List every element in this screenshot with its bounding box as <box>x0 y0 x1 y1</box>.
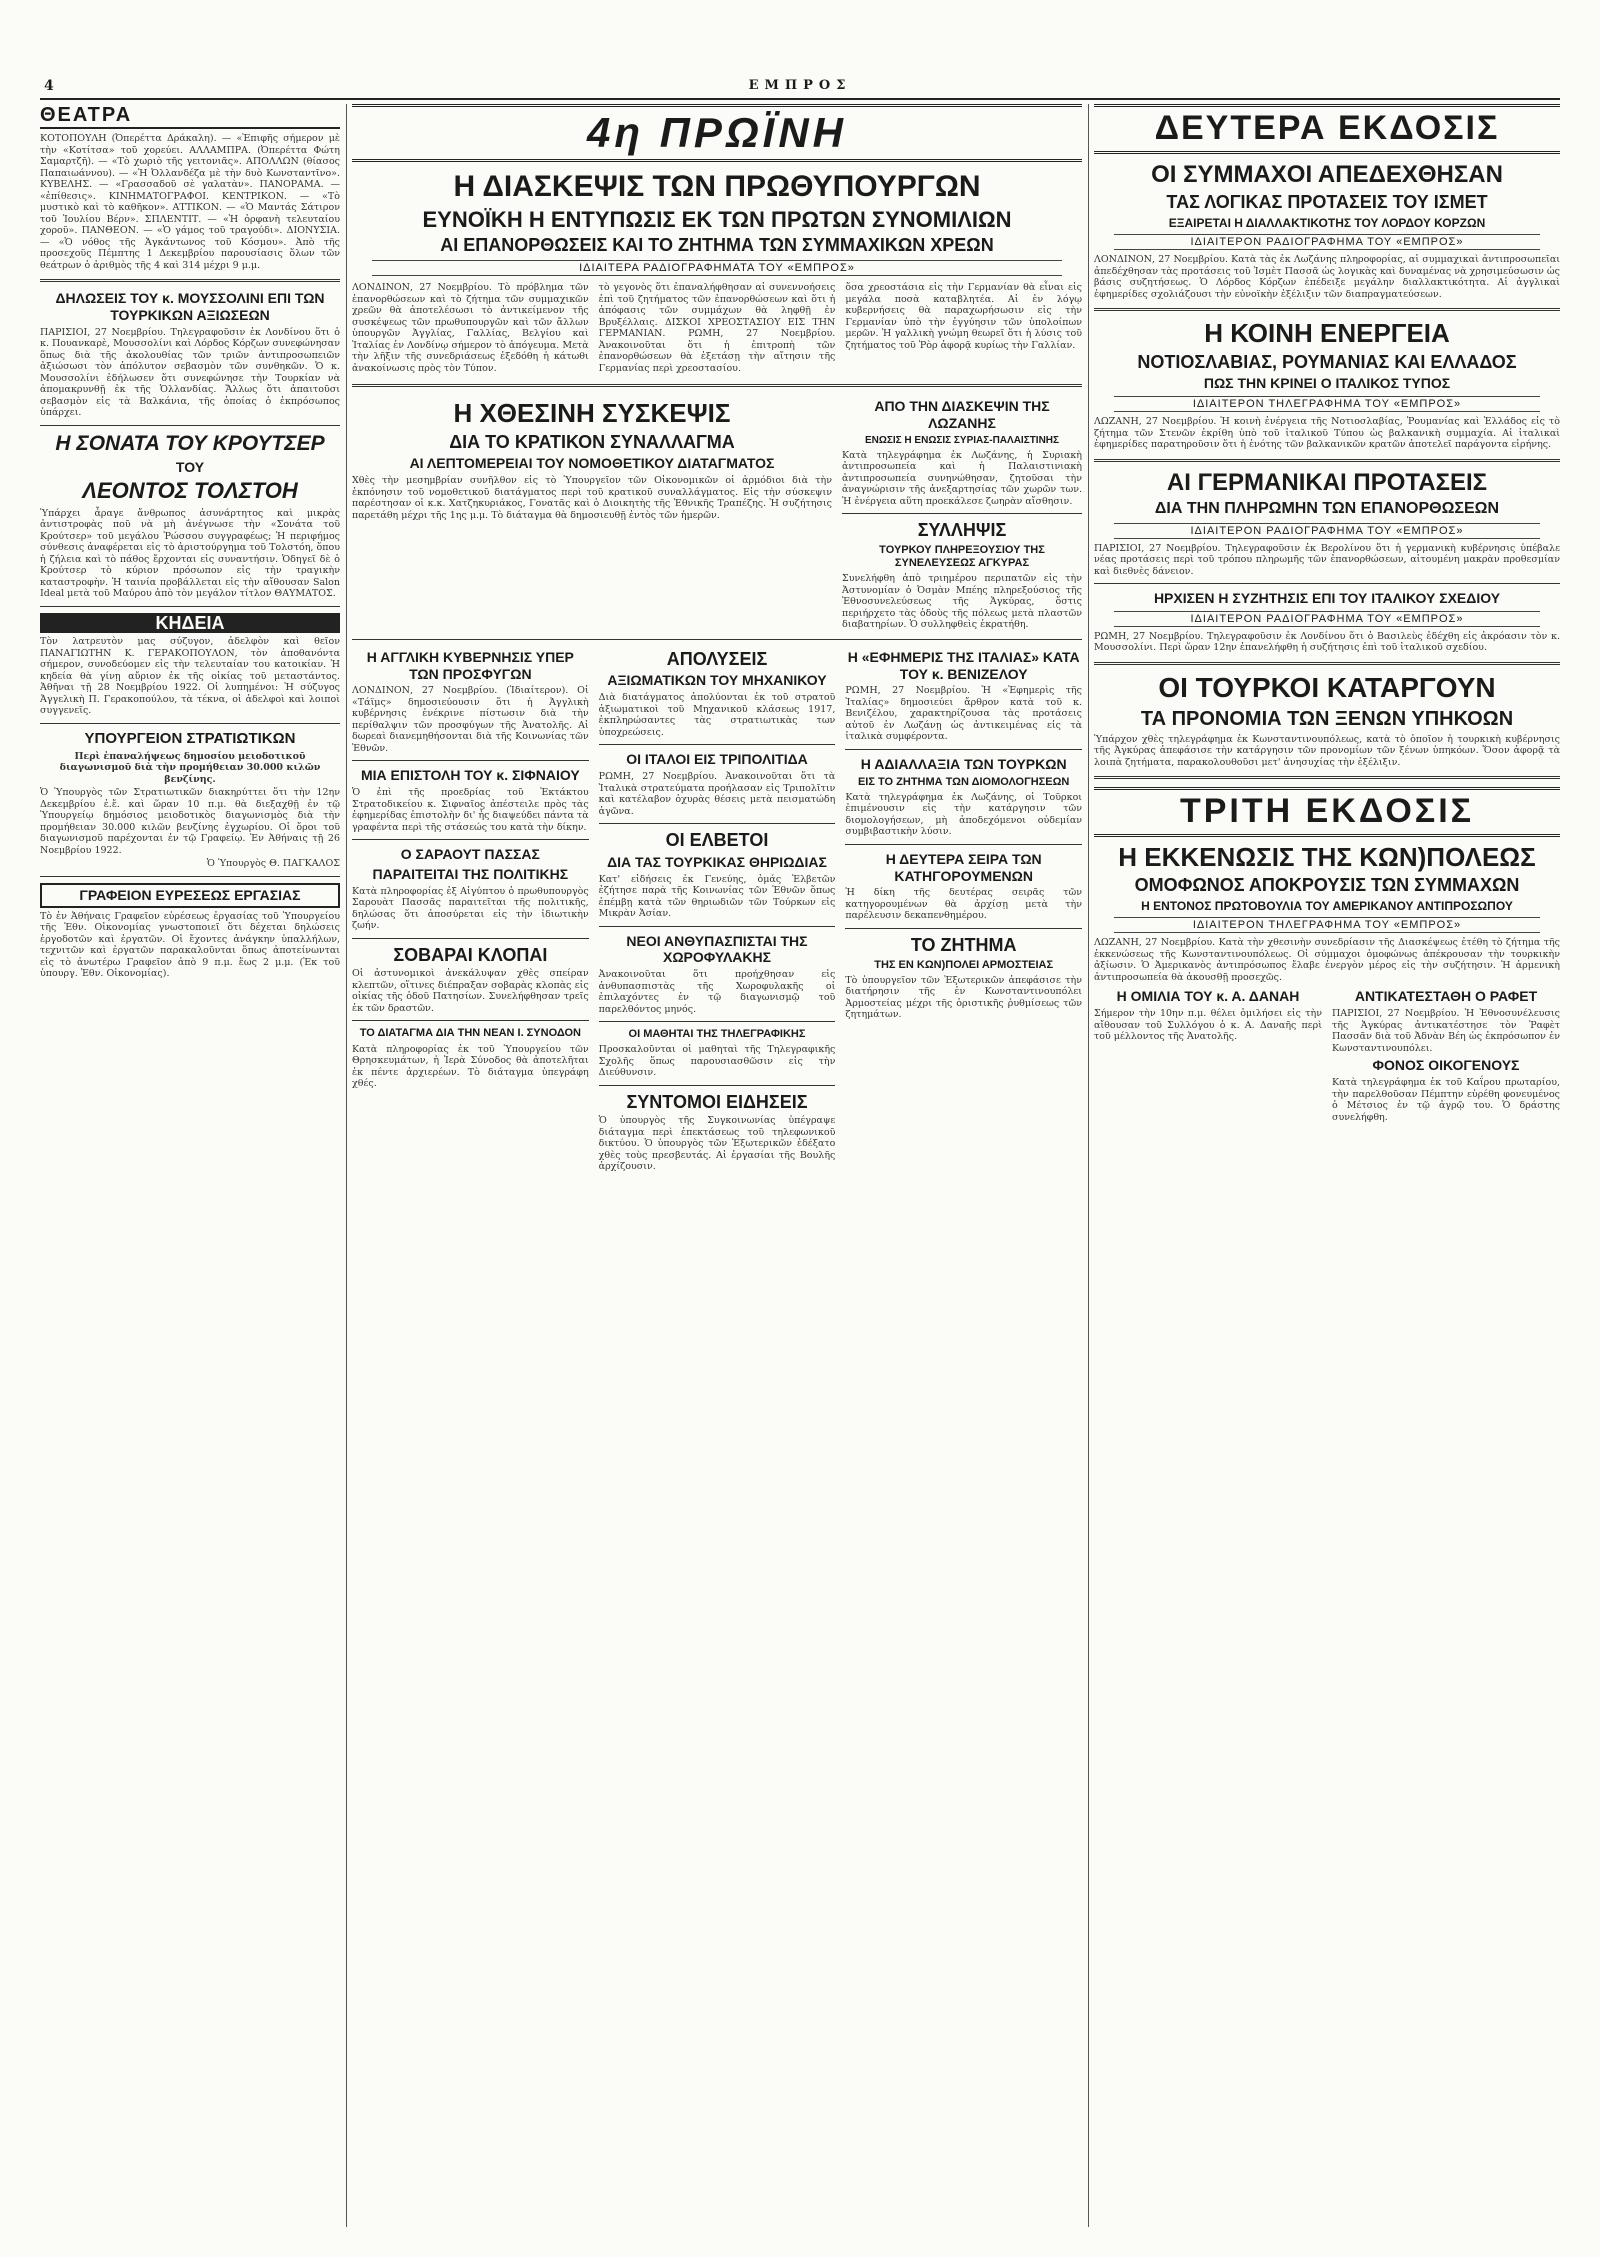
raft-headline: ΑΝΤΙΚΑΤΕΣΤΑΘΗ Ο ΡΑΦΕΤ <box>1354 988 1538 1005</box>
turks-headline: ΟΙ ΤΟΥΡΚΟΙ ΚΑΤΑΡΓΟΥΝ <box>1158 671 1496 703</box>
page-number: 4 <box>44 78 54 94</box>
german-subheadline: ΔΙΑ ΤΗΝ ΠΛΗΡΩΜΗΝ ΤΩΝ ΕΠΑΝΟΡΘΩΣΕΩΝ <box>1154 500 1500 518</box>
allies-text: ΛΟΝΔΙΝΟΝ, 27 Νοεμβρίου. Κατὰ τὰς ἐκ Λωζάνης πληροφορίας, αἱ συμμαχικαὶ ἀντιπροσωπεῖαι ἀπεδέχθησαν τὰς προτάσεις τοῦ Ἰσμὲτ Πασσᾶ ὡς λογικὰς καὶ δυναμένας νὰ χρησιμεύσωσιν ὡς βάσις συζητήσεως. Ὁ Λόρδος Κόρζων ἐπέδειξε μεγάλην διαλλακτικότητα. Αἱ ἀγγλικαὶ ἐφημερίδες σχολιάζουσι τὴν εὐνοϊκὴν ἐξέλιξιν τῶν διαπραγματεύσεων. <box>1094 254 1560 300</box>
common-subheadline: ΝΟΤΙΟΣΛΑΒΙΑΣ, ΡΟΥΜΑΝΙΑΣ ΚΑΙ ΕΛΛΑΔΟΣ <box>1137 351 1517 372</box>
italy-react-headline: Η «ΕΦΗΜΕΡΙΣ ΤΗΣ ΙΤΑΛΙΑΣ» ΚΑΤΑ ΤΟΥ κ. ΒΕΝΙΖΕΛΟΥ <box>847 648 1080 682</box>
divider <box>1094 776 1560 779</box>
theatre-listings: ΚΟΤΟΠΟΥΛΗ (Ὀπερέττα Δράκαλη). — «Ἐπιφῆς σήμερον μὲ τὴν «Κοτίτσα» τοῦ χορεύει. ΑΛΛΑΜΠΡΑ. (Ὀπερέττα Φώτη Σαμαρτζῆ). — «Τὸ χωριὸ τῆς γειτονιᾶς». ΑΠΟΛΛΩΝ (θίασος Παπαιωάννου). — «Ἡ Ὀλλανδέζα μὲ τὴν δυὸ Κωνσταντῖνο». ΚΥΒΕΛΗΣ. — «Γρασσαδοῦ σὲ γαλατὰν». ΠΑΝΟΡΑΜΑ. — «ἐπίθεσις». ΚΙΝΗΜΑΤΟΓΡΑΦΟΙ. ΚΕΝΤΡΙΚΟΝ. — «Τὸ μυστικὸ καὶ τὸ καθῆκον». ΑΤΤΙΚΟΝ. — «Ὁ Μαντάς Σάτιρον τοῦ Ἰουλίου Βέρν». ΣΠΛΕΝΤΙΤ. — «Ἡ ὀρφανὴ τελευταίου χοροῦ». ΠΑΝΘΕΟΝ. — «Ὁ γάμος τοῦ τραγούδι». ΔΙΟΝΥΣΙΑ. — «Ὁ νόθος τῆς Ἀγκάντωνος τοῦ Κόσμου». Ἀπὸ τῆς προσεχοῦς Πέμπτης 1 Δεκεμβρίου παρουσίασις ὅλων τῶν θεάτρων ὁ ἀριθμὸς τῆς 4 καὶ 314 μέχρι 9 μ.μ. <box>40 133 340 271</box>
divider <box>599 1021 836 1022</box>
divider <box>845 844 1082 845</box>
kideia-title: ΚΗΔΕΙΑ <box>40 613 340 634</box>
raft-text: ΠΑΡΙΣΙΟΙ, 27 Νοεμβρίου. Ἡ Ἐθνοσυνέλευσις τῆς Ἀγκύρας ἀντικατέστησε τὸν Ῥαφὲτ Πασσᾶν διὰ τοῦ Ἀδνὰν Βέη ὡς ἐκπρόσωπον ἐν Κωνσταντινουπόλει. <box>1332 1008 1560 1054</box>
allies-subheadline: ΤΑΣ ΛΟΓΙΚΑΣ ΠΡΟΤΑΣΕΙΣ ΤΟΥ ΙΣΜΕΤ <box>1166 192 1488 213</box>
divider <box>352 639 1082 640</box>
ministry-subtitle: Περὶ ἐπαναλήψεως δημοσίου μειοδοτικοῦ διαγωνισμοῦ διὰ τὴν προμήθειαν 30.000 κιλῶν βενζίνης. <box>59 750 321 785</box>
column-right <box>1094 104 1560 2227</box>
allies-headline: ΟΙ ΣΥΜΜΑΧΟΙ ΑΠΕΔΕΧΘΗΣΑΝ <box>1151 160 1503 188</box>
repr-headline: Η ΑΔΙΑΛΛΑΞΙΑ ΤΩΝ ΤΟΥΡΚΩΝ <box>860 755 1067 772</box>
divider <box>845 749 1082 750</box>
divider <box>352 839 589 840</box>
divider <box>1094 459 1560 462</box>
evac-subheadline: ΟΜΟΦΩΝΟΣ ΑΠΟΚΡΟΥΣΙΣ ΤΩΝ ΣΥΜΜΑΧΩΝ <box>1134 875 1520 896</box>
divider <box>842 513 1082 514</box>
meeting-text: Χθὲς τὴν μεσημβρίαν συνῆλθον εἰς τὸ Ὑπουργεῖον τῶν Οἰκονομικῶν οἱ ἁρμόδιοι διὰ τὴν ἐκπόνησιν τοῦ νομοθετικοῦ διατάγματος περὶ τοῦ κρατικοῦ συναλλάγματος. Εἰς τὴν σύσκεψιν παρέστησαν οἱ κ.κ. Χατζηκυριάκος, Γονατᾶς καὶ ὁ Διοικητὴς τῆς Ἐθνικῆς Τραπέζης. Ἡ συζήτησις παρετάθη μέχρι τῆς 1ης μ.μ. Τὸ διάταγμα θὰ δημοσιευθῇ ἐντὸς τῶν ἡμερῶν. <box>352 475 832 521</box>
italian-plan-headline: ΗΡΧΙΣΕΝ Η ΣΥΖΗΤΗΣΙΣ ΕΠΙ ΤΟΥ ΙΤΑΛΙΚΟΥ ΣΧΕΔΙΟΥ <box>1153 590 1501 607</box>
divider <box>40 279 340 282</box>
main-story <box>352 280 1082 376</box>
divider <box>599 1085 836 1086</box>
arrest-text: Συνελήφθη ἀπὸ τριημέρου περιπατῶν εἰς τὴν Ἀστυνομίαν ὁ Ὀσμὰν Μπέης πληρεξούσιος τῆς Ἐθνοσυνελεύσεως τῆς Ἀγκύρας, ὅστις περιήρχετο τὰς ὁδοὺς τῆς πόλεως μετὰ πλαστῶν διαβατηρίων. Ὁ συλληφθεὶς ἐκρατήθη. <box>842 573 1082 631</box>
divider <box>40 723 340 724</box>
divider <box>845 928 1082 929</box>
pasha-subheadline: ΠΑΡΑΙΤΕΙΤΑΙ ΤΗΣ ΠΟΛΙΤΙΚΗΣ <box>372 865 569 882</box>
common-subheadline-2: ΠΩΣ ΤΗΝ ΚΡΙΝΕΙ Ο ΙΤΑΛΙΚΟΣ ΤΥΠΟΣ <box>1203 375 1451 392</box>
repr-text: Κατὰ τηλεγράφημα ἐκ Λωζάνης, οἱ Τοῦρκοι ἐπιμένουσιν εἰς τὴν κατάργησιν τῶν διομολογήσεων, μὴ ἀποδεχόμενοι οὐδεμίαν συμβιβαστικὴν λύσιν. <box>845 791 1082 838</box>
meeting-headline: Η ΧΘΕΣΙΝΗ ΣΥΣΚΕΨΙΣ <box>453 398 731 429</box>
murder-headline: ΦΟΝΟΣ ΟΙΚΟΓΕΝΟΥΣ <box>1372 1057 1520 1074</box>
thefts-text: Οἱ ἀστυνομικοὶ ἀνεκάλυψαν χθὲς σπείραν κλεπτῶν, οἵτινες διέπραξαν σοβαρὰς κλοπὰς εἰς οἰκίας τῆς ὁδοῦ Πατησίων. Συνελήφθησαν τρεῖς ἐκ τῶν δραστῶν. <box>352 968 589 1014</box>
main-subheadline: ΕΥΝΟΪΚΗ Η ΕΝΤΥΠΩΣΙΣ ΕΚ ΤΩΝ ΠΡΩΤΩΝ ΣΥΝΟΜΙΛΙΩΝ <box>422 207 1012 233</box>
swiss-subheadline: ΔΙΑ ΤΑΣ ΤΟΥΡΚΙΚΑΣ ΘΗΡΙΩΔΙΑΣ <box>607 853 827 870</box>
turks-subheadline: ΤΑ ΠΡΟΝΟΜΙΑ ΤΩΝ ΞΕΝΩΝ ΥΠΗΚΟΩΝ <box>1140 707 1514 730</box>
allies-tag: ΙΔΙΑΙΤΕΡΟΝ ΡΑΔΙΟΓΡΑΦΗΜΑ ΤΟΥ «ΕΜΠΡΟΣ» <box>1114 234 1540 250</box>
sonata-of: ΤΟΥ <box>175 458 205 475</box>
synod-text: Κατὰ πληροφορίας ἐκ τοῦ Ὑπουργείου τῶν Θρησκευμάτων, ἡ Ἱερὰ Σύνοδος θὰ ἀποτελῆται ἐκ πέντε ἀρχιερέων. Τὸ διάταγμα ὑπεγράφη χθές. <box>352 1043 589 1090</box>
main-headline: Η ΔΙΑΣΚΕΨΙΣ ΤΩΝ ΠΡΩΘΥΠΟΥΡΓΩΝ <box>453 170 981 204</box>
column-left <box>40 104 340 2227</box>
italians-headline: ΟΙ ΙΤΑΛΟΙ ΕΙΣ ΤΡΙΠΟΛΙΤΙΔΑ <box>626 751 808 768</box>
edition-banner-3: ΤΡΙΤΗ ΕΚΔΟΣΙΣ <box>1094 787 1560 837</box>
divider <box>599 823 836 824</box>
common-tag: ΙΔΙΑΙΤΕΡΟΝ ΤΗΛΕΓΡΑΦΗΜΑ ΤΟΥ «ΕΜΠΡΟΣ» <box>1114 396 1540 412</box>
sonata-title: Η ΣΟΝΑΤΑ ΤΟΥ ΚΡΟΥΤΣΕΡ <box>55 431 325 455</box>
evac-subheadline-2: Η ΕΝΤΟΝΟΣ ΠΡΩΤΟΒΟΥΛΙΑ ΤΟΥ ΑΜΕΡΙΚΑΝΟΥ ΑΝΤΙΠΡΟΣΩΠΟΥ <box>1141 899 1513 914</box>
column-divider <box>346 104 347 2227</box>
italy-react-text: ΡΩΜΗ, 27 Νοεμβρίου. Ἡ «Ἐφημερὶς τῆς Ἰταλίας» δημοσιεύει ἄρθρον κατὰ τοῦ κ. Βενιζέλου, χαρακτηρίζουσα τὰς προτάσεις αὐτοῦ ἐν Λωζάνῃ ὡς ἀντικειμένας εἰς τὰ ἰταλικὰ συμφέροντα. <box>845 685 1082 743</box>
divider <box>1094 308 1560 311</box>
divider <box>40 876 340 877</box>
ministry-title: ΥΠΟΥΡΓΕΙΟΝ ΣΤΡΑΤΙΩΤΙΚΩΝ <box>84 729 296 747</box>
thefts-headline: ΣΟΒΑΡΑΙ ΚΛΟΠΑΙ <box>393 944 548 965</box>
divider <box>40 606 340 607</box>
bureau-text: Τὸ ἐν Ἀθήναις Γραφεῖον εὑρέσεως ἐργασίας τοῦ Ὑπουργείου τῆς Ἐθν. Οἰκονομίας γνωστοποιεῖ ὅτι δέχεται δηλώσεις ἐργοδοτῶν καὶ ἐργατῶν. Οἱ ἔχοντες ἀνάγκην ὑπαλλήλων, τεχνιτῶν καὶ ἐργατῶν παρακαλοῦνται ὅπως ἀποτείνωνται εἰς τὸ ἀνωτέρω Γραφεῖον ἀπὸ 9 π.μ. ἕως 2 μ.μ. (Ἐκ τοῦ ὑπουργ. Ἐθν. Οἰκονομίας). <box>40 910 340 980</box>
masthead <box>40 78 1560 100</box>
main-tag: ΙΔΙΑΙΤΕΡΑ ΡΑΔΙΟΓΡΑΦΗΜΑΤΑ ΤΟΥ «ΕΜΠΡΟΣ» <box>372 260 1062 276</box>
common-text: ΛΩΖΑΝΗ, 27 Νοεμβρίου. Ἡ κοινὴ ἐνέργεια τῆς Νοτιοσλαβίας, Ῥουμανίας καὶ Ἑλλάδος εἰς τὸ ζήτημα τῶν Στενῶν ἐκρίθη ὑπὸ τοῦ ἰταλικοῦ Τύπου ὡς βαλκανικὴ συμμαχία. Αἱ ἰταλικαὶ ἐφημερίδες παρατηροῦσιν ὅτι ἡ ἑνότης τῶν βαλκανικῶν κρατῶν ἀποτελεῖ παράγοντα εἰρήνης. <box>1094 416 1560 451</box>
main-text-a: ΛΟΝΔΙΝΟΝ, 27 Νοεμβρίου. Τὸ πρόβλημα τῶν ἐπανορθώσεων καὶ τὸ ζήτημα τῶν συμμαχικῶν χρεῶν θὰ ἀποτελέσωσι τὸ ἀντικείμενον τῆς συσκέψεως τῶν πρωθυπουργῶν καὶ τῶν ἄλλων ὑπουργῶν Ἀγγλίας, Γαλλίας, Βελγίου καὶ Ἰταλίας ἐν Λονδίνῳ σήμερον τὸ ἀπόγευμα. Μετὰ τὴν λῆξιν τῆς συνεδριάσεως ἐξεδόθη ἡ κάτωθι ἀνακοίνωσις πρὸς τὸν Τύπον. <box>352 282 589 374</box>
theatre-title: ΘΕΑΤΡΑ <box>40 104 340 129</box>
italian-plan-tag: ΙΔΙΑΙΤΕΡΟΝ ΡΑΔΙΟΓΡΑΦΗΜΑ ΤΟΥ «ΕΜΠΡΟΣ» <box>1114 611 1540 627</box>
cp-text: Τὸ ὑπουργεῖον τῶν Ἐξωτερικῶν ἀπεφάσισε τὴν διατήρησιν τῆς ἐν Κωνσταντινουπόλει Ἀρμοστείας μέχρι τῆς ὁριστικῆς ῥυθμίσεως τῶν ζητημάτων. <box>845 974 1082 1021</box>
italians-text: ΡΩΜΗ, 27 Νοεμβρίου. Ἀνακοινοῦται ὅτι τὰ Ἰταλικὰ στρατεύματα προήλασαν εἰς Τριπολῖτιν καὶ κατέλαβον ὀχυρὰς θέσεις μετὰ πεισματώδη ἀγῶνα. <box>598 771 836 817</box>
main-text-b: τὸ γεγονὸς ὅτι ἐπαναλήφθησαν αἱ συνεννοήσεις ἐπὶ τοῦ ζητήματος τῶν ἐπανορθώσεων καὶ ὅτι ἡ ἀπόφασις τῶν συμμάχων θὰ ληφθῇ ἐν Βρυξέλλαις. ΔΙΣΚΟΙ ΧΡΕΟΣΤΑΣΙΟΥ ΕΙΣ ΤΗΝ ΓΕΡΜΑΝΙΑΝ. ΡΩΜΗ, 27 Νοεμβρίου. Ἀνακοινοῦται ὅτι ἡ ἐπιτροπὴ τῶν ἐπανορθώσεων θὰ ἐξετάσῃ τὴν αἴτησιν τῆς Γερμανίας περὶ χρεοστασίου. <box>598 282 836 374</box>
divider <box>1094 583 1560 584</box>
mussolini-headline: ΔΗΛΩΣΕΙΣ ΤΟΥ κ. ΜΟΥΣΣΟΛΙΝΙ ΕΠΙ ΤΩΝ ΤΟΥΡΚΙΚΩΝ ΑΞΙΩΣΕΩΝ <box>55 290 325 323</box>
ministry-text: Ὁ Ὑπουργὸς τῶν Στρατιωτικῶν διακηρύττει ὅτι τὴν 12ην Δεκεμβρίου ἐ.ἔ. καὶ ὥραν 10 π.μ. θὰ διεξαχθῇ ἐν τῷ Ὑπουργείῳ δημόσιος μειοδοτικὸς διαγωνισμὸς διὰ τὴν προμήθειαν 30.000 κιλῶν βενζίνης ἐγχωρίου. Οἱ ὅροι τοῦ διαγωνισμοῦ παρέχονται ἐν τῷ Γραφείῳ. Ἐν Ἀθήναις τῇ 26 Νοεμβρίου 1922. <box>40 787 340 856</box>
german-headline: ΑΙ ΓΕΡΜΑΝΙΚΑΙ ΠΡΟΤΑΣΕΙΣ <box>1166 468 1488 496</box>
divider <box>40 425 340 426</box>
bottom-section <box>1094 985 1560 1125</box>
cp-subheadline: ΤΗΣ ΕΝ ΚΩΝ)ΠΟΛΕΙ ΑΡΜΟΣΤΕΙΑΣ <box>874 958 1054 971</box>
arrest-subheadline: ΤΟΥΡΚΟΥ ΠΛΗΡΕΞΟΥΣΙΟΥ ΤΗΣ ΣΥΝΕΛΕΥΣΕΩΣ ΑΓΚΥΡΑΣ <box>879 543 1045 570</box>
dismissals-text: Διὰ διατάγματος ἀπολύονται ἐκ τοῦ στρατοῦ ἀξιωματικοὶ τοῦ Μηχανικοῦ κλάσεως 1917, ἐκπληρώσαντες τὰς στρατιωτικὰς των ὑποχρεώσεις. <box>598 692 836 738</box>
german-text: ΠΑΡΙΣΙΟΙ, 27 Νοεμβρίου. Τηλεγραφοῦσιν ἐκ Βερολίνου ὅτι ἡ γερμανικὴ κυβέρνησις ὑπέβαλε νέας προτάσεις περὶ τοῦ τρόπου πληρωμῆς τῶν ἐπανορθώσεων, αἰτουμένη μακρὰν προθεσμίαν καὶ διεθνὲς δάνειον. <box>1094 542 1560 577</box>
main-subheadline-2: ΑΙ ΕΠΑΝΟΡΘΩΣΕΙΣ ΚΑΙ ΤΟ ΖΗΤΗΜΑ ΤΩΝ ΣΥΜΜΑΧΙΚΩΝ ΧΡΕΩΝ <box>440 235 994 256</box>
divider <box>352 384 1082 387</box>
divider <box>352 1020 589 1021</box>
edition-banner-2: ΔΕΥΤΕΡΑ ΕΚΔΟΣΙΣ <box>1094 104 1560 154</box>
divider <box>599 926 836 927</box>
meeting-subheadline: ΔΙΑ ΤΟ ΚΡΑΤΙΚΟΝ ΣΥΝΑΛΛΑΓΜΑ <box>449 431 735 452</box>
mid-section <box>352 395 1082 633</box>
kideia-text: Τὸν λατρευτὸν μας σύζυγον, ἀδελφὸν καὶ θεῖον ΠΑΝΑΓΙΩΤΗΝ Κ. ΓΕΡΑΚΟΠΟΥΛΟΝ, τὸν ἀποθανόντα σήμερον, συνοδεύομεν εἰς τὴν τελευταίαν του κατοικίαν. Ἡ κηδεία θὰ γίνῃ αὔριον ἐκ τῆς οἰκίας τοῦ μεταστάντος. Ἀθῆναι τῇ 28 Νοεμβρίου 1922. Οἱ λυπημένοι: Ἡ σύζυγος Ἀγγελικὴ Π. Γερακοπούλου, τὰ τέκνα, οἱ ἀδελφοὶ καὶ λοιποὶ συγγενεῖς. <box>40 636 340 717</box>
divider <box>599 744 836 745</box>
allies-subheadline-2: ΕΞΑΙΡΕΤΑΙ Η ΔΙΑΛΛΑΚΤΙΚΟΤΗΣ ΤΟΥ ΛΟΡΔΟΥ ΚΟΡΖΩΝ <box>1168 215 1486 230</box>
repr-subheadline: ΕΙΣ ΤΟ ΖΗΤΗΜΑ ΤΩΝ ΔΙΟΜΟΛΟΓΗΣΕΩΝ <box>857 775 1070 788</box>
danai-headline: Η ΟΜΙΛΙΑ ΤΟΥ κ. Α. ΔΑΝΑΗ <box>1116 988 1300 1005</box>
column-divider <box>1088 104 1089 2227</box>
swiss-headline: ΟΙ ΕΛΒΕΤΟΙ <box>665 830 769 851</box>
arrest-headline: ΣΥΛΛΗΨΙΣ <box>917 520 1007 541</box>
pasha-text: Κατὰ πληροφορίας ἐξ Αἰγύπτου ὁ πρωθυπουργὸς Σαρουὰτ Πασσᾶς παραιτεῖται τῆς πολιτικῆς, δηλώσας ὅτι ἀποσύρεται εἰς τὴν ἰδιωτικὴν ζωήν. <box>352 885 589 932</box>
lausanne-text: Κατὰ τηλεγράφημα ἐκ Λωζάνης, ἡ Συριακὴ ἀντιπροσωπεία καὶ ἡ Παλαιστινιακὴ ἀντιπροσωπεία συνηνώθησαν, ζητοῦσαι τὴν ἀναγνώρισιν τῆς ἀνεξαρτησίας τῶν χωρῶν των. Ἡ ἐνέργεια αὕτη προεκάλεσε ζωηρὰν αἴσθησιν. <box>842 449 1082 507</box>
refugee-text: ΛΟΝΔΙΝΟΝ, 27 Νοεμβρίου. (Ἰδιαίτερον). Οἱ «Τάϊμς» δημοσιεύουσιν ὅτι ἡ Ἀγγλικὴ κυβέρνησις ἐνέκρινε πίστωσιν διὰ τὴν περίθαλψιν τῶν προσφύγων τῆς Ἀνατολῆς. Αἱ δωρεαὶ διανεμηθήσονται διὰ τῆς Κοινωνίας τῶν Ἐθνῶν. <box>352 685 589 754</box>
cp-headline: ΤΟ ΖΗΤΗΜΑ <box>910 934 1017 955</box>
letter-headline: ΜΙΑ ΕΠΙΣΤΟΛΗ ΤΟΥ κ. ΣΙΦΝΑΙΟΥ <box>360 767 580 784</box>
sonata-text: Ὑπάρχει ἆραγε ἄνθρωπος ἀσυνάρτητος καὶ μικρὰς ἀντιστροφὰς ποῦ νὰ μὴ ἀνέγνωσε τὴν «Σονάτα τοῦ Κρούτσερ» τοῦ μεγάλου Ῥώσσου συγγραφέως; Ἡ περιφήμος σύνθεσις ἀναφέρεται εἰς τὸ ἀριστούργημα τοῦ Τολστόη, ὅπου ἡ ζήλεια καὶ τὸ πάθος ἔρχονται εἰς συναντήσιν. Ὁδηγεῖ δὲ ὁ Κρούτσερ τὸ κύριον πρόσωπον εἰς τὴν τραγικὴν καταστροφὴν. Ἡ ταινία προβάλλεται εἰς τὴν αἴθουσαν Salon Ideal μετὰ τοῦ Μαύρου ἀπὸ τὸν μεγάλον τίτλον ΘΑΥΜΑΤΟΣ. <box>40 507 340 600</box>
edition-banner: 4η ΠΡΩΪΝΗ <box>352 104 1082 162</box>
sonata-author: ΛΕΟΝΤΟΣ ΤΟΛΣΤΟΗ <box>82 478 298 504</box>
telegraph-text: Προσκαλοῦνται οἱ μαθηταὶ τῆς Τηλεγραφικῆς Σχολῆς ὅπως παρουσιασθῶσιν εἰς τὴν Διεύθυνσιν. <box>598 1044 836 1079</box>
accused-headline: Η ΔΕΥΤΕΡΑ ΣΕΙΡΑ ΤΩΝ ΚΑΤΗΓΟΡΟΥΜΕΝΩΝ <box>885 850 1042 884</box>
meeting-subheadline-2: ΑΙ ΛΕΠΤΟΜΕΡΕΙΑΙ ΤΟΥ ΝΟΜΟΘΕΤΙΚΟΥ ΔΙΑΤΑΓΜΑΤΟΣ <box>409 455 775 472</box>
letter-text: Ὁ ἐπὶ τῆς προεδρίας τοῦ Ἐκτάκτου Στρατοδικείου κ. Σιφναῖος ἀπέστειλε πρὸς τὰς ἐφημερίδας ἐπιστολὴν δι' ἧς διαψεύδει πάντα τὰ γραφέντα περὶ τῆς στάσεώς του κατὰ τὴν δίκην. <box>352 787 589 833</box>
italian-plan-text: ΡΩΜΗ, 27 Νοεμβρίου. Τηλεγραφοῦσιν ἐκ Λονδίνου ὅτι ὁ Βασιλεὺς ἐδέχθη εἰς ἀκρόασιν τὸν κ. Μουσσολίνι. Περὶ ὥραν 12ην ἐπανελήφθη ἡ συζήτησις ἐπὶ τοῦ ἰταλικοῦ σχεδίου. <box>1094 630 1560 654</box>
divider <box>1094 662 1560 665</box>
lausanne-headline: ΑΠΟ ΤΗΝ ΔΙΑΣΚΕΨΙΝ ΤΗΣ ΛΩΖΑΝΗΣ <box>874 398 1050 431</box>
accused-text: Ἡ δίκη τῆς δευτέρας σειρᾶς τῶν κατηγορουμένων θὰ ἀρχίσῃ μετὰ τὴν παρέλευσιν δεκαπενθημέρου. <box>845 887 1082 922</box>
swiss-text: Κατ' εἰδήσεις ἐκ Γενεύης, ὁμάς Ἑλβετῶν ἐζήτησε παρὰ τῆς Κοινωνίας τῶν Ἐθνῶν ὅπως ἐπέμβῃ κατὰ τῶν θηριωδιῶν τῶν Τούρκων εἰς Μικρὰν Ἀσίαν. <box>598 873 836 919</box>
mussolini-text: ΠΑΡΙΣΙΟΙ, 27 Νοεμβρίου. Τηλεγραφοῦσιν ἐκ Λονδίνου ὅτι ὁ κ. Πουανκαρὲ, Μουσσολίνι καὶ Λόρδος Κόρζων συνεφώνησαν ὅπως διὰ τῆς ἀκολουθίας τῶν τριῶν ἀντιπροσωπειῶν ἀξιώσωσι τὸν ἀπόλυτον σεβασμὸν τῶν συνθηκῶν. Ὁ κ. Μουσσολίνι ἐδήλωσεν ὅτι συνεφώνησε τὴν Τουρκίαν νὰ ἀπομακρυνθῇ ἐκ τῆς Ὁλλανδίας. Ἄλλως ὅτι ἀπαιτοῦσι σεβασμὸν εἰς τὰ Βαλκάνια, τῆς ὁποίας ὁ ἐκπρόσωπος ὑπάρχει. <box>40 326 340 419</box>
pasha-headline: Ο ΣΑΡΑΟΥΤ ΠΑΣΣΑΣ <box>400 846 540 863</box>
dismissals-subheadline: ΑΞΙΩΜΑΤΙΚΩΝ ΤΟΥ ΜΗΧΑΝΙΚΟΥ <box>607 672 827 689</box>
evac-headline: Η ΕΚΚΕΝΩΣΙΣ ΤΗΣ ΚΩΝ)ΠΟΛΕΩΣ <box>1118 841 1536 872</box>
danai-text: Σήμερον τὴν 10ην π.μ. θέλει ὁμιλήσει εἰς τὴν αἴθουσαν τοῦ Συλλόγου ὁ κ. Α. Δαναῆς περὶ τοῦ μέλλοντος τῆς Ἀνατολῆς. <box>1094 1008 1322 1043</box>
police-headline: ΝΕΟΙ ΑΝΘΥΠΑΣΠΙΣΤΑΙ ΤΗΣ ΧΩΡΟΦΥΛΑΚΗΣ <box>626 932 808 966</box>
bureau-title: ΓΡΑΦΕΙΟΝ ΕΥΡΕΣΕΩΣ ΕΡΓΑΣΙΑΣ <box>40 883 340 908</box>
telegraph-headline: ΟΙ ΜΑΘΗΤΑΙ ΤΗΣ ΤΗΛΕΓΡΑΦΙΚΗΣ <box>628 1028 806 1041</box>
lower-section <box>352 646 1082 1175</box>
synod-headline: ΤΟ ΔΙΑΤΑΓΜΑ ΔΙΑ ΤΗΝ ΝΕΑΝ Ι. ΣΥΝΟΔΟΝ <box>359 1027 581 1040</box>
common-headline: Η ΚΟΙΝΗ ΕΝΕΡΓΕΙΑ <box>1204 318 1450 349</box>
lausanne-subheadline: ΕΝΩΣΙΣ Η ΕΝΩΣΙΣ ΣΥΡΙΑΣ-ΠΑΛΑΙΣΤΙΝΗΣ <box>864 434 1060 446</box>
paper-name: ΕΜΠΡΟΣ <box>748 78 852 93</box>
brief-headline: ΣΥΝΤΟΜΟΙ ΕΙΔΗΣΕΙΣ <box>626 1091 808 1112</box>
ministry-signature: Ὁ Ὑπουργὸς Θ. ΠΑΓΚΑΛΟΣ <box>206 858 340 870</box>
column-center <box>352 104 1082 2227</box>
german-tag: ΙΔΙΑΙΤΕΡΟΝ ΡΑΔΙΟΓΡΑΦΗΜΑ ΤΟΥ «ΕΜΠΡΟΣ» <box>1114 523 1540 539</box>
evac-text: ΛΩΖΑΝΗ, 27 Νοεμβρίου. Κατὰ τὴν χθεσινὴν συνεδρίασιν τῆς Διασκέψεως ἐτέθη τὸ ζήτημα τῆς ἐκκενώσεως τῆς Κωνσταντινουπόλεως. Οἱ σύμμαχοι ὁμοφώνως ἀπέκρουσαν τὴν τουρκικὴν ἀξίωσιν. Ὁ Ἀμερικανὸς ἀντιπρόσωπος ἔλαβε ἐνεργὸν μέρος εἰς τὴν συζήτησιν. Ἡ ἀρμενικὴ ἀντιπροσωπεία θὰ ἀκουσθῇ προσεχῶς. <box>1094 937 1560 983</box>
brief-text: Ὁ ὑπουργὸς τῆς Συγκοινωνίας ὑπέγραψε διάταγμα περὶ ἐπεκτάσεως τοῦ τηλεφωνικοῦ δικτύου. Ὁ ὑπουργὸς τῶν Ἐξωτερικῶν ἐδέξατο χθὲς τοὺς πρεσβευτάς. Αἱ ἐργασίαι τῆς Βουλῆς ἀρχίζουσιν. <box>598 1115 836 1173</box>
main-text-c: ὅσα χρεοστάσια εἰς τὴν Γερμανίαν θὰ εἶναι εἰς μεγάλα ποσὰ καταβλητέα. Αἱ ἐν λόγῳ κυβερνήσεις θὰ παραχωρήσωσιν εἰς τὴν Γερμανίαν ὑπὸ τὴν ἐγγύησιν τῶν ὑπολοίπων μερῶν. Ἡ γαλλικὴ γνώμη θεωρεῖ ὅτι ἡ λύσις τοῦ ζητήματος τοῦ Ῥὸρ ἀφορᾷ κυρίως τὴν Γαλλίαν. <box>845 282 1082 351</box>
dismissals-headline: ΑΠΟΛΥΣΕΙΣ <box>666 648 768 669</box>
refugee-headline: Η ΑΓΓΛΙΚΗ ΚΥΒΕΡΝΗΣΙΣ ΥΠΕΡ ΤΩΝ ΠΡΟΣΦΥΓΩΝ <box>366 648 574 682</box>
police-text: Ἀνακοινοῦται ὅτι προήχθησαν εἰς ἀνθυπασπιστὰς τῆς Χωροφυλακῆς οἱ ἐπιλαχόντες ἐν τῷ διαγωνισμῷ τοῦ παρελθόντος μηνός. <box>598 969 836 1015</box>
murder-text: Κατὰ τηλεγράφημα ἐκ τοῦ Καΐρου πρωταρίου, τὴν παρελθοῦσαν Πέμπτην εὑρέθη φονευμένος ὁ Μέτσιος ἐν τῷ ἀγρῷ του. Ὁ δράστης συνελήφθη. <box>1332 1077 1560 1123</box>
evac-tag: ΙΔΙΑΙΤΕΡΟΝ ΤΗΛΕΓΡΑΦΗΜΑ ΤΟΥ «ΕΜΠΡΟΣ» <box>1114 917 1540 933</box>
divider <box>352 760 589 761</box>
turks-text: Ὑπάρχον χθὲς τηλεγράφημα ἐκ Κωνσταντινουπόλεως, κατὰ τὸ ὁποῖον ἡ τουρκικὴ κυβέρνησις τῆς Ἀγκύρας ἀπεφάσισε τὴν κατάργησιν τῶν προνομίων τῶν ξένων ὑπηκόων. Ὅσον ἀφορᾷ τὰ λοιπὰ ζητήματα, παρακολουθοῦσι μετ' ἀνησυχίας τὴν ἐξέλιξιν. <box>1094 733 1560 768</box>
divider <box>352 938 589 939</box>
